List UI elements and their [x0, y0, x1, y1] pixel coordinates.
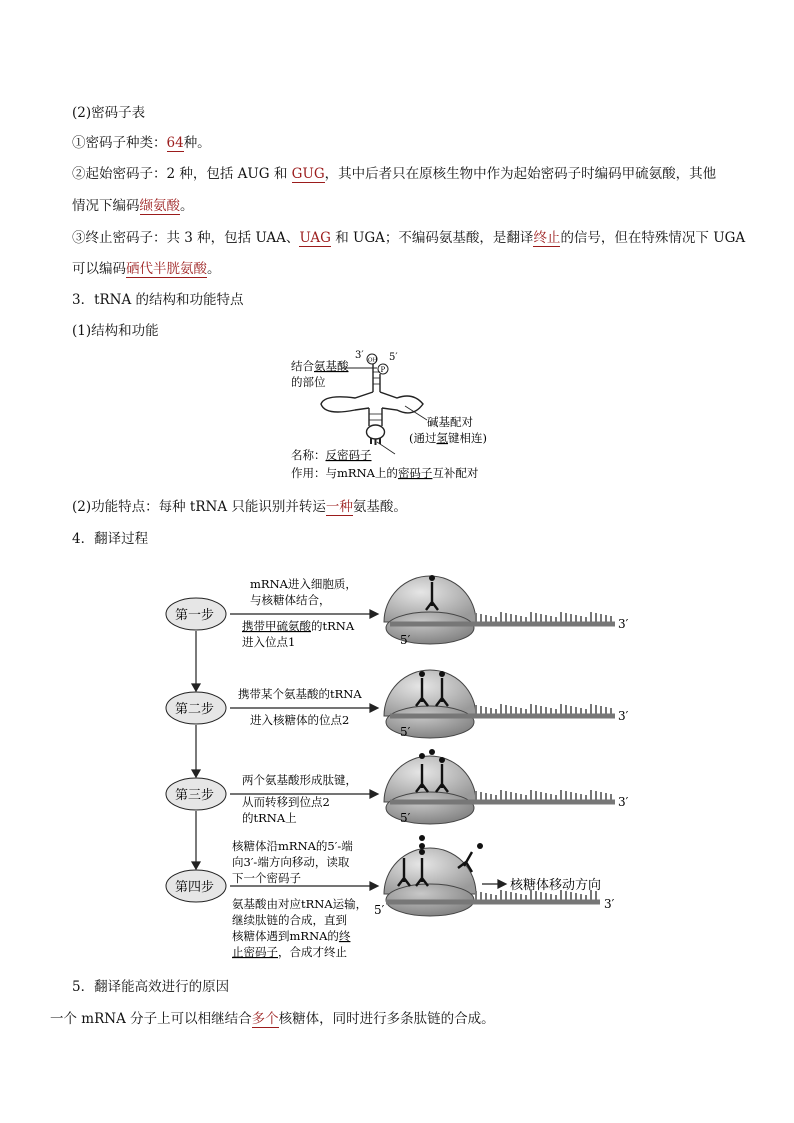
s4-text: 核糖体遇到mRNA的终 — [232, 929, 351, 943]
text: 可以编码 — [72, 261, 126, 277]
answer-blank: GUG — [291, 166, 325, 182]
codon-types-line — [72, 133, 211, 153]
start-codon-line-1 — [72, 164, 716, 184]
ribosome-row-1 — [384, 576, 615, 644]
stop-codon-line-2 — [72, 259, 221, 279]
step-4-label: 第四步 — [175, 880, 215, 895]
trna-structure-figure — [285, 348, 515, 486]
text: 。 — [207, 261, 221, 277]
three-prime: 3′ — [355, 350, 364, 361]
svg-text:5′: 5′ — [374, 903, 385, 917]
step-2-label: 第二步 — [175, 702, 215, 717]
pair-label-2: (通过氢键相连) — [409, 431, 487, 445]
trna-name: 名称：反密码子 — [291, 448, 372, 462]
text: (2)功能特点：每种 tRNA 只能识别并转运 — [72, 499, 326, 515]
s4-text: 继续肽链的合成，直到 — [232, 913, 347, 927]
section-translation-title: 4．翻译过程 — [72, 531, 149, 547]
step-3-label: 第三步 — [175, 788, 215, 803]
answer-blank: 多个 — [251, 1011, 279, 1027]
s4-text: 下一个密码子 — [232, 871, 301, 885]
svg-text:3′: 3′ — [618, 795, 629, 809]
text: ②起始密码子：2 种，包括 AUG 和 — [72, 166, 292, 182]
text: 氨基酸。 — [352, 499, 407, 515]
text: ③终止密码子：共 3 种，包括 UAA、 — [72, 230, 300, 246]
section-efficiency-title: 5．翻译能高效进行的原因 — [72, 979, 230, 995]
answer-blank: 一种 — [325, 499, 353, 515]
step-1-label: 第一步 — [175, 608, 215, 623]
text: 和 UGA；不编码氨基酸，是翻译 — [330, 230, 534, 246]
svg-text:3′: 3′ — [618, 617, 629, 631]
text: ①密码子种类： — [72, 135, 167, 151]
text: ，其中后者只在原核生物中作为起始密码子时编码甲硫氨酸，其他 — [324, 166, 717, 182]
trna-structure-subtitle: (1)结构和功能 — [72, 323, 159, 339]
s2-text: 进入核糖体的位点2 — [250, 713, 350, 727]
translation-process-figure — [160, 566, 640, 966]
s1-text: 携带甲硫氨酸的tRNA — [242, 619, 355, 633]
ribosome-direction-label: 核糖体移动方向 — [510, 878, 602, 893]
svg-text:3′: 3′ — [604, 897, 615, 911]
site-label-2: 的部位 — [291, 375, 326, 389]
svg-text:3′: 3′ — [618, 709, 629, 723]
oh-label: OH — [368, 357, 378, 364]
trna-function: 作用：与mRNA上的密码子互补配对 — [291, 466, 479, 480]
s3-text: 从而转移到位点2 — [242, 795, 330, 809]
section-trna-title: 3．tRNA 的结构和功能特点 — [72, 292, 244, 308]
trna-function-line — [72, 497, 407, 517]
s2-text: 携带某个氨基酸的tRNA — [238, 687, 362, 701]
svg-text:5′: 5′ — [400, 725, 411, 739]
text: 情况下编码 — [72, 198, 140, 214]
down-arrows — [192, 631, 200, 869]
text: 种。 — [183, 135, 211, 151]
s1-text: 进入位点1 — [242, 635, 296, 649]
s4-text: 向3′-端方向移动，读取 — [232, 855, 350, 869]
cloverleaf-shape — [321, 364, 423, 439]
s1-text: 与核糖体结合， — [250, 593, 331, 607]
step-texts — [232, 577, 367, 959]
answer-blank: 64 — [166, 135, 184, 151]
answer-blank: UAG — [299, 230, 331, 246]
s3-text: 两个氨基酸形成肽键， — [242, 773, 357, 787]
site-label-1: 结合氨基酸 — [291, 359, 349, 373]
s1-text: mRNA进入细胞质， — [250, 577, 357, 591]
svg-text:5′: 5′ — [400, 633, 411, 647]
answer-blank: 终止 — [533, 230, 561, 246]
five-prime: 5′ — [389, 352, 398, 363]
s4-text: 止密码子，合成才终止 — [232, 945, 347, 959]
answer-blank: 硒代半胱氨酸 — [126, 261, 207, 277]
anticodon-pointer — [377, 442, 395, 454]
text: 核糖体，同时进行多条肽链的合成。 — [278, 1011, 495, 1027]
answer-blank: 缬氨酸 — [139, 198, 180, 214]
mrna-bases — [476, 612, 611, 900]
stop-codon-line-1 — [72, 228, 745, 248]
p-label: P — [380, 366, 386, 374]
text: 一个 mRNA 分子上可以相继结合 — [50, 1011, 252, 1027]
section-codon-table-title: (2)密码子表 — [72, 105, 146, 121]
s3-text: 的tRNA上 — [242, 811, 297, 825]
text: 。 — [180, 198, 194, 214]
svg-text:5′: 5′ — [400, 811, 411, 825]
text: 的信号，但在特殊情况下 UGA — [560, 230, 746, 246]
efficiency-reason-line — [50, 1009, 495, 1029]
s4-text: 氨基酸由对应tRNA运输， — [232, 897, 368, 911]
pair-label-1: 碱基配对 — [427, 415, 473, 429]
s4-text: 核糖体沿mRNA的5′-端 — [232, 839, 353, 853]
start-codon-line-2 — [72, 196, 194, 216]
